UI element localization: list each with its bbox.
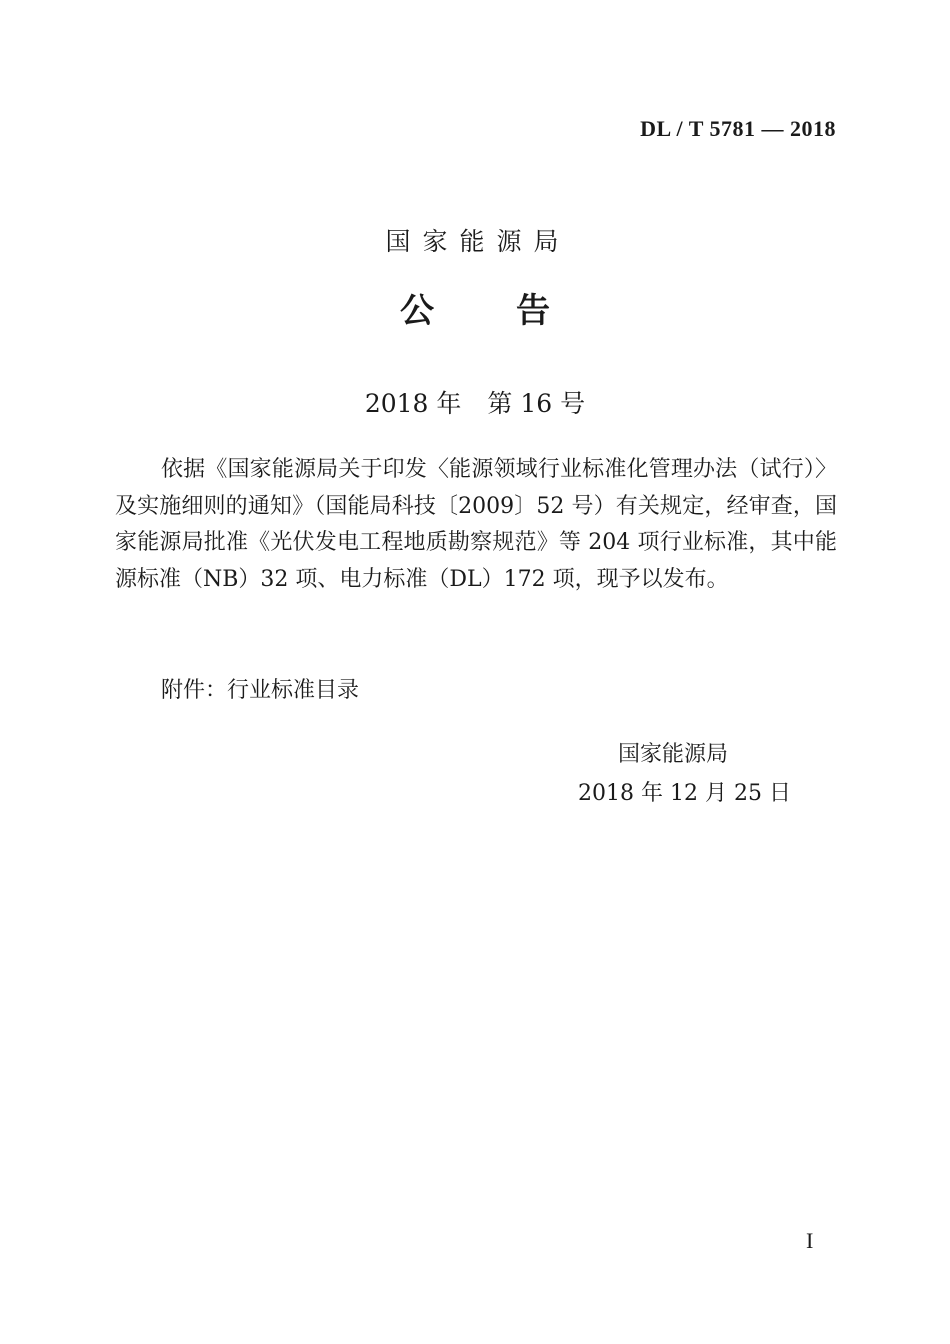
- signature-date: 2018 年 12 月 25 日: [578, 781, 791, 806]
- notice-title-left: 公: [400, 291, 434, 331]
- issue-year: 2018 年: [364, 389, 462, 418]
- issue-sequence: 第 16 号: [487, 389, 586, 418]
- notice-title-right: 告: [516, 291, 550, 331]
- notice-title: [0, 283, 950, 332]
- notice-paragraph: 依据《国家能源局关于印发〈能源领域行业标准化管理办法（试行）〉及实施细则的通知》（国能局科技〔2009〕52 号）有关规定，经审查，国家能源局批准《光伏发电工程地质勘察规范》等 204 项行业标准，其中能源标准（NB）32 项、电力标准（DL）172 项，现予以发布。: [115, 457, 837, 592]
- signature-organization: 国家能源局: [618, 742, 729, 767]
- issuer-name: 国家能源局: [385, 227, 571, 256]
- attachment-line: 附件：行业标准目录: [161, 678, 360, 703]
- standard-code: DL / T 5781 — 2018: [640, 116, 836, 141]
- page-number: I: [806, 1228, 814, 1253]
- issue-number: [0, 384, 950, 420]
